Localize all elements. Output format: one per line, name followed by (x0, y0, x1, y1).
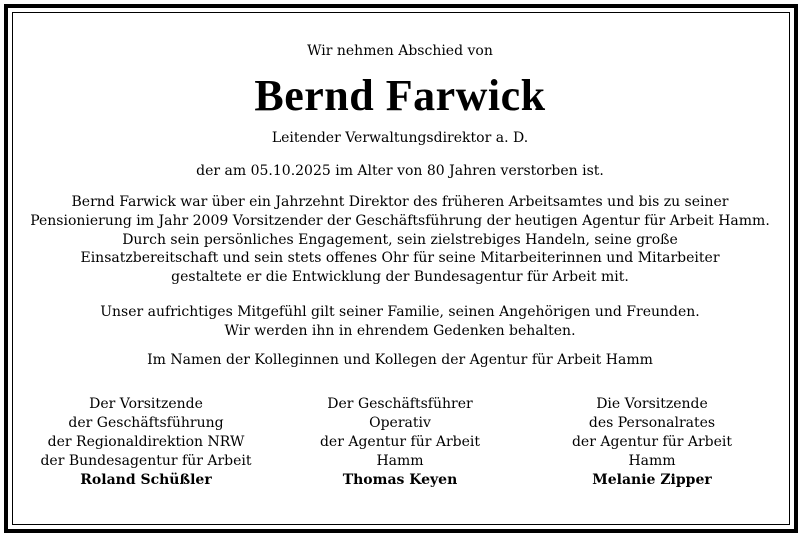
signature-line: Hamm (628, 453, 676, 469)
paragraph-career (0, 193, 800, 287)
signature-line: Der Vorsitzende (89, 396, 203, 412)
signature-line: Der Geschäftsführer (327, 396, 473, 412)
signature-line: Die Vorsitzende (596, 396, 708, 412)
signature-line: der Bundesagentur für Arbeit (40, 453, 252, 469)
signature-line: der Agentur für Arbeit (571, 434, 733, 450)
paragraph-line: gestaltete er die Entwicklung der Bundesagentur für Arbeit mit. (171, 269, 629, 286)
signatory-name: Melanie Zipper (592, 472, 712, 488)
deceased-name: Bernd Farwick (254, 71, 546, 120)
signature-block (522, 395, 782, 490)
death-date-line: der am 05.10.2025 im Alter von 80 Jahren verstorben ist. (196, 163, 604, 179)
signatory-name: Roland Schüßler (80, 472, 212, 488)
paragraph-line: Unser aufrichtiges Mitgefühl gilt seiner Familie, seinen Angehörigen und Freunden. (100, 304, 700, 320)
signature-line: der Geschäftsführung (68, 415, 224, 431)
paragraph-line: Einsatzbereitschaft und sein stets offenes Ohr für seine Mitarbeiterinnen und Mitarbeiter (80, 250, 720, 267)
signature-block (270, 395, 530, 490)
deceased-title: Leitender Verwaltungsdirektor a. D. (271, 130, 529, 146)
intro-text: Wir nehmen Abschied von (307, 43, 493, 59)
paragraph-condolence (0, 303, 800, 341)
signature-block (16, 395, 276, 490)
signature-line: Hamm (376, 453, 424, 469)
signature-line: des Personalrates (588, 415, 716, 431)
signatory-name: Thomas Keyen (342, 472, 458, 488)
paragraph-line: Durch sein persönliches Engagement, sein zielstrebiges Handeln, seine große (122, 231, 678, 248)
paragraph-on-behalf: Im Namen der Kolleginnen und Kollegen der Agentur für Arbeit Hamm (147, 352, 653, 368)
signature-line: der Agentur für Arbeit (319, 434, 481, 450)
paragraph-line: Wir werden ihn in ehrendem Gedenken behalten. (224, 322, 576, 339)
paragraph-line: Bernd Farwick war über ein Jahrzehnt Direktor des früheren Arbeitsamtes und bis zu seiner (71, 194, 729, 210)
signature-line: Operativ (369, 415, 431, 431)
paragraph-line: Pensionierung im Jahr 2009 Vorsitzender der Geschäftsführung der heutigen Agentur für Arbeit Hamm. (30, 212, 770, 229)
signature-line: der Regionaldirektion NRW (47, 434, 245, 450)
